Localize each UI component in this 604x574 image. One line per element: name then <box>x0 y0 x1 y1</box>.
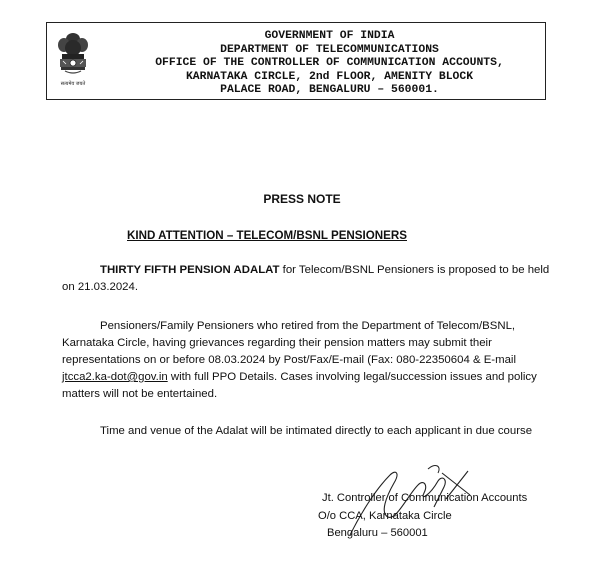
venue-text: Time and venue of the Adalat will be intimated directly to each applicant in due course <box>100 425 533 437</box>
venue-paragraph <box>62 423 552 440</box>
press-note-heading: PRESS NOTE <box>263 192 341 206</box>
signatory-office: O/o CCA, Karnataka Circle <box>318 509 452 522</box>
letterhead-line-address: PALACE ROAD, BENGALURU – 560001. <box>220 84 439 97</box>
letterhead-line-government: GOVERNMENT OF INDIA <box>264 30 395 42</box>
letterhead-line-office: OFFICE OF THE CONTROLLER OF COMMUNICATION ACCOUNTS, <box>155 57 504 70</box>
letterhead-box <box>46 22 546 100</box>
letterhead-text <box>117 30 542 98</box>
letterhead-line-circle: KARNATAKA CIRCLE, 2nd FLOOR, AMENITY BLOCK <box>185 70 474 83</box>
emblem-caption: सत्यमेव जयते <box>60 81 86 87</box>
signatory-city: Bengaluru – 560001 <box>327 527 428 539</box>
adalat-announcement-paragraph <box>62 262 552 296</box>
grievance-text: Pensioners/Family Pensioners who retired from the Department of Telecom/BSNL, Karnataka Circle, having grievances regarding their pension matters may submit their representations on or before 08.03.2024 by Post/Fax/E-mail (Fax: 080-22350604 & E-mail <box>62 320 516 366</box>
kind-attention-heading: KIND ATTENTION – TELECOM/BSNL PENSIONERS <box>127 229 407 242</box>
adalat-title: THIRTY FIFTH PENSION ADALAT <box>100 264 280 276</box>
email-link[interactable]: jtcca2.ka-dot@gov.in <box>62 371 168 383</box>
adalat-date-text: for Telecom/BSNL Pensioners is proposed to be held on 21.03.2024. <box>62 264 550 293</box>
letterhead-line-department: DEPARTMENT OF TELECOMMUNICATIONS <box>220 43 439 56</box>
grievance-text-end: with full PPO Details. Cases involving legal/succession issues and policy matters will not be entertained. <box>62 371 537 400</box>
grievance-paragraph <box>62 318 552 403</box>
signature-block <box>318 490 528 543</box>
signatory-designation: Jt. Controller of Communication Accounts <box>322 492 528 504</box>
